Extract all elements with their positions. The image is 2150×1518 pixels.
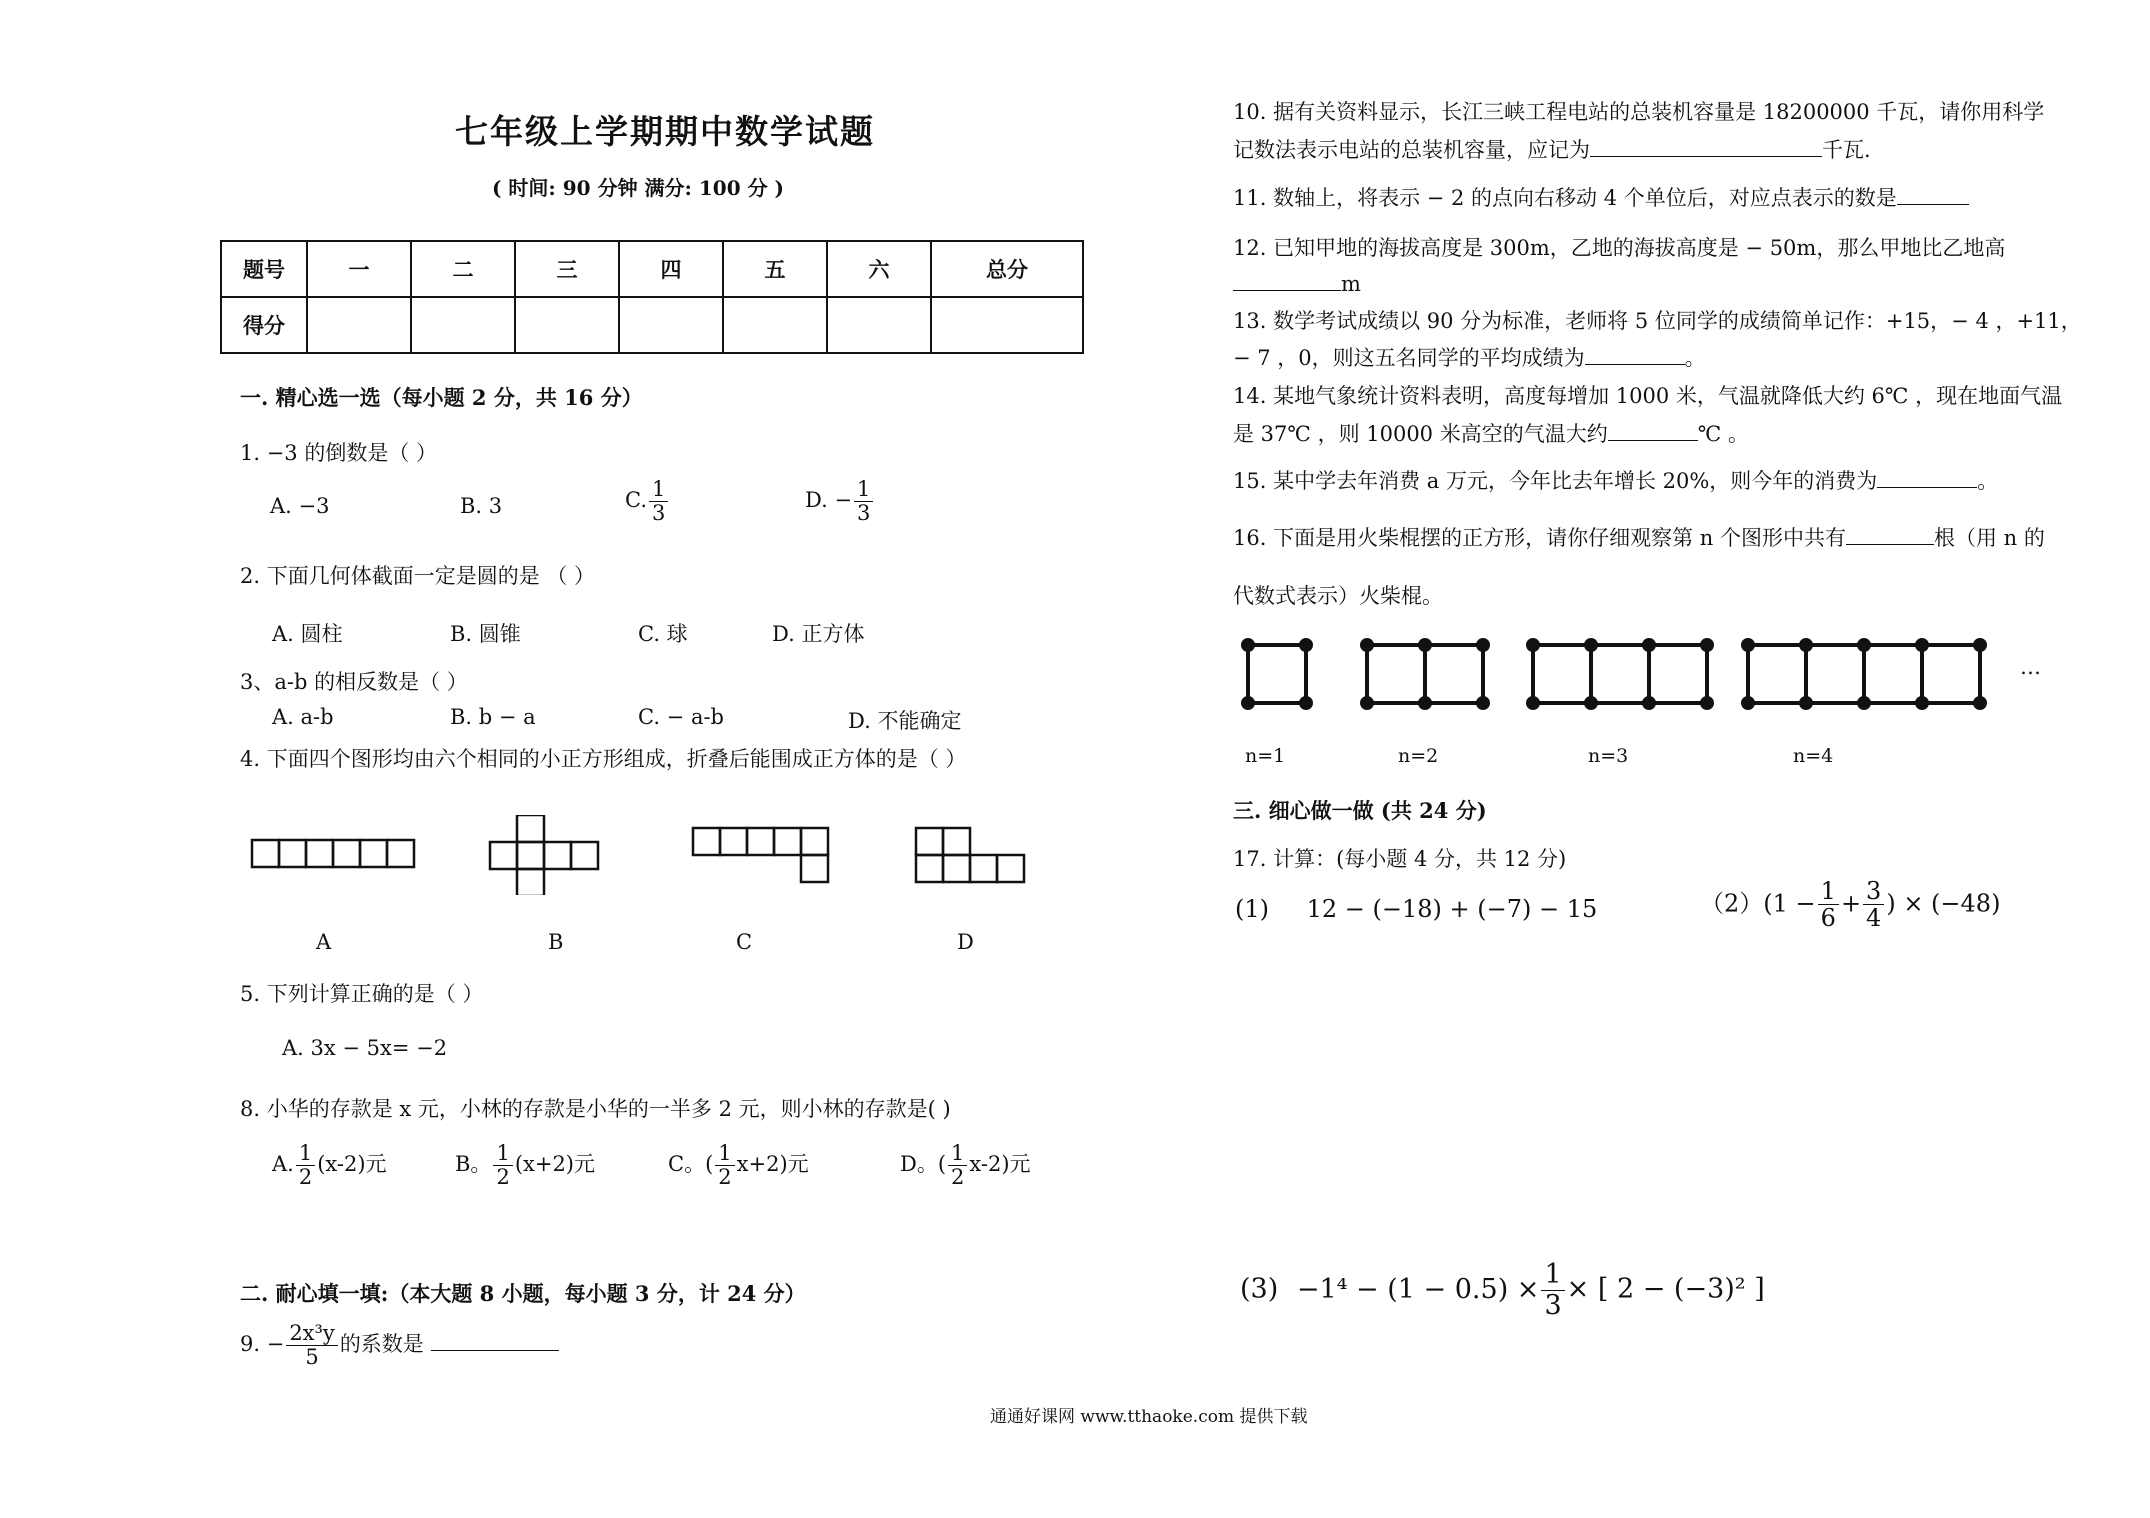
q15-text: 15. 某中学去年消费 a 万元，今年比去年增长 20%，则今年的消费为 — [1233, 469, 1878, 493]
q10-answer-blank[interactable] — [1590, 156, 1822, 157]
q8-d-numerator: 1 — [948, 1142, 967, 1166]
cube-net-figures — [240, 815, 1050, 895]
score-cell[interactable] — [619, 297, 723, 353]
matchstick-n1-figure — [1243, 640, 1311, 708]
score-table-score-row — [221, 297, 1083, 353]
q9 — [240, 1322, 559, 1369]
q8-option-a — [272, 1142, 387, 1189]
score-table-header-row — [221, 241, 1083, 297]
section-1-heading: 一. 精心选一选（每小题 2 分，共 16 分） — [240, 385, 643, 410]
q2-option-d: D. 正方体 — [772, 622, 865, 646]
q9-numerator: 2x³y — [286, 1322, 338, 1346]
q5-stem: 5. 下列计算正确的是（ ） — [240, 982, 484, 1006]
q8-d-suffix: x-2)元 — [969, 1152, 1031, 1177]
q14-line2 — [1233, 418, 1749, 448]
q1-option-b: B. 3 — [460, 494, 503, 518]
q8-c-prefix: C。( — [668, 1152, 714, 1177]
score-cell[interactable] — [515, 297, 619, 353]
q12-answer-blank[interactable] — [1233, 290, 1341, 291]
q9-prefix: 9. − — [240, 1332, 285, 1357]
q10-line1: 10. 据有关资料显示，长江三峡工程电站的总装机容量是 18200000 千瓦，请你用科学 — [1233, 100, 2045, 124]
q8-b-denominator: 2 — [496, 1165, 510, 1190]
page-title: 七年级上学期期中数学试题 — [455, 112, 875, 151]
q12-line1: 12. 已知甲地的海拔高度是 300m，乙地的海拔高度是 − 50m，那么甲地比乙地高 — [1233, 236, 2006, 260]
q17-p2-close: ) × (−48) — [1886, 889, 2001, 918]
q16-answer-blank[interactable] — [1846, 544, 1934, 545]
q17-p1-label: (1) — [1235, 895, 1269, 923]
score-header-cell: 四 — [619, 241, 723, 297]
q17-p2-num1: 1 — [1818, 878, 1839, 905]
q8-a-suffix: (x-2)元 — [317, 1152, 387, 1177]
q13-line1: 13. 数学考试成绩以 90 分为标准，老师将 5 位同学的成绩简单记作：+15，− 4 ，+11， — [1233, 309, 2082, 333]
score-cell[interactable] — [307, 297, 411, 353]
q8-b-suffix: (x+2)元 — [514, 1152, 595, 1177]
q17-part3 — [1240, 1260, 1765, 1320]
q4-label-c: C — [736, 930, 753, 954]
q8-option-c — [668, 1142, 809, 1189]
q17-p2-den2: 4 — [1866, 904, 1882, 933]
q17-part1 — [1235, 895, 1597, 923]
q8-a-prefix: A. — [272, 1152, 294, 1177]
q12-line2 — [1233, 272, 1361, 296]
q17-p3-expr-b: × [ 2 − (−3)² ] — [1566, 1273, 1765, 1305]
q4-stem: 4. 下面四个图形均由六个相同的小正方形组成，折叠后能围成正方体的是（ ） — [240, 747, 967, 771]
score-cell[interactable] — [827, 297, 931, 353]
q15-answer-blank[interactable] — [1877, 487, 1977, 488]
q8-a-denominator: 2 — [298, 1165, 313, 1190]
q8-a-numerator: 1 — [296, 1142, 315, 1166]
q3-option-b: B. b − a — [450, 705, 536, 729]
q10-line2 — [1233, 134, 1871, 164]
q17-part2 — [1700, 878, 2000, 932]
score-table — [220, 240, 1084, 354]
q5-option-a: A. 3x − 5x= −2 — [282, 1036, 448, 1060]
score-header-cell: 二 — [411, 241, 515, 297]
q3-option-c: C. − a-b — [638, 705, 724, 729]
q8-c-suffix: x+2)元 — [736, 1152, 809, 1177]
page-footer: 通通好课网 www.tthaoke.com 提供下载 — [990, 1407, 1308, 1427]
q1-c-numerator: 1 — [649, 478, 668, 502]
q13-line2-text: − 7 ，0，则这五名同学的平均成绩为 — [1233, 346, 1585, 370]
q1-option-a: A. −3 — [270, 494, 330, 518]
score-header-cell: 一 — [307, 241, 411, 297]
q1-d-denominator: 3 — [857, 501, 871, 526]
q17-p2-plus: + — [1840, 889, 1862, 918]
q13-line2-end: 。 — [1684, 346, 1706, 370]
matchstick-n2-figure — [1362, 640, 1488, 708]
q8-b-numerator: 1 — [493, 1142, 512, 1166]
q11 — [1233, 182, 1969, 212]
q2-option-a: A. 圆柱 — [272, 622, 343, 646]
q8-d-prefix: D。( — [900, 1152, 947, 1177]
q3-option-a: A. a-b — [272, 705, 334, 729]
q1-option-d — [805, 478, 875, 525]
q14-line1: 14. 某地气象统计资料表明，高度每增加 1000 米，气温就降低大约 6℃ ，现在地面气温 — [1233, 384, 2063, 408]
q17-p2-open: (1 − — [1763, 889, 1816, 918]
q15 — [1233, 465, 1998, 495]
q13-answer-blank[interactable] — [1585, 364, 1685, 365]
q10-line2-end: 千瓦. — [1822, 138, 1871, 162]
net-b-figure — [490, 815, 598, 895]
matchstick-n4-figure — [1743, 640, 1985, 708]
matchstick-figures — [1230, 630, 2050, 710]
score-header-cell: 三 — [515, 241, 619, 297]
q4-label-b: B — [548, 930, 564, 954]
q8-c-denominator: 2 — [718, 1165, 732, 1190]
q8-option-d — [900, 1142, 1031, 1189]
q16-label-n1: n=1 — [1245, 745, 1286, 767]
q17-stem: 17. 计算：(每小题 4 分，共 12 分) — [1233, 847, 1567, 871]
q12-line2-end: m — [1341, 272, 1361, 296]
q1-option-c-prefix: C. — [625, 488, 647, 513]
q17-p3-num: 1 — [1541, 1260, 1564, 1291]
q2-stem: 2. 下面几何体截面一定是圆的是 （ ） — [240, 564, 596, 588]
q16-line2: 代数式表示）火柴棍。 — [1233, 584, 1443, 608]
q8-stem: 8. 小华的存款是 x 元，小林的存款是小华的一半多 2 元，则小林的存款是( ) — [240, 1097, 951, 1121]
q16-label-n3: n=3 — [1588, 745, 1629, 767]
q17-p2-label: （2） — [1700, 889, 1764, 918]
q17-p2-num2: 3 — [1863, 878, 1884, 905]
q4-label-d: D — [957, 930, 974, 954]
score-header-cell: 题号 — [221, 241, 307, 297]
q16-line1 — [1233, 522, 2045, 552]
net-d-figure — [916, 828, 1024, 882]
net-c-figure — [693, 828, 828, 882]
q8-d-denominator: 2 — [951, 1165, 965, 1190]
score-header-cell: 五 — [723, 241, 827, 297]
q14-answer-blank[interactable] — [1608, 440, 1698, 441]
matchstick-n3-figure — [1528, 640, 1712, 708]
q9-answer-blank[interactable] — [431, 1350, 559, 1351]
q1-option-d-prefix: D. − — [805, 488, 853, 513]
q1-c-denominator: 3 — [652, 501, 666, 526]
q8-b-prefix: B。 — [455, 1152, 492, 1177]
exam-info: ( 时间: 90 分钟 满分: 100 分 ) — [492, 176, 785, 200]
q17-p3-den: 3 — [1544, 1289, 1562, 1321]
q14-line2-text: 是 37℃ ，则 10000 米高空的气温大约 — [1233, 422, 1608, 446]
q9-suffix: 的系数是 — [339, 1332, 424, 1357]
score-cell[interactable] — [411, 297, 515, 353]
q2-option-c: C. 球 — [638, 622, 688, 646]
q8-option-b — [455, 1142, 595, 1189]
net-a-figure — [252, 840, 414, 867]
q13-line2 — [1233, 342, 1706, 372]
q16-label-n4: n=4 — [1793, 745, 1834, 767]
q17-p3-expr-a: −1⁴ − (1 − 0.5) × — [1296, 1273, 1540, 1305]
score-cell[interactable] — [931, 297, 1083, 353]
score-header-cell: 总分 — [931, 241, 1083, 297]
q8-c-numerator: 1 — [715, 1142, 734, 1166]
q16-line1-text: 16. 下面是用火柴棍摆的正方形，请你仔细观察第 n 个图形中共有 — [1233, 526, 1846, 550]
q1-stem: 1. −3 的倒数是（ ） — [240, 441, 438, 465]
q17-p3-label: (3) — [1240, 1273, 1279, 1305]
q16-line1-end: 根（用 n 的 — [1933, 526, 2045, 550]
q9-denominator: 5 — [305, 1345, 319, 1370]
q11-answer-blank[interactable] — [1897, 204, 1969, 205]
score-header-cell: 六 — [827, 241, 931, 297]
score-row-label: 得分 — [221, 297, 307, 353]
q16-ellipsis: … — [2020, 655, 2041, 679]
q17-p2-den1: 6 — [1820, 904, 1836, 933]
q2-option-b: B. 圆锥 — [450, 622, 521, 646]
q10-line2-text: 记数法表示电站的总装机容量，应记为 — [1233, 138, 1590, 162]
q14-line2-end: ℃ 。 — [1697, 422, 1749, 446]
q17-p1-expr: 12 − (−18) + (−7) − 15 — [1306, 895, 1598, 923]
q15-end: 。 — [1977, 469, 1999, 493]
q1-option-c — [625, 478, 670, 525]
q1-d-numerator: 1 — [854, 478, 873, 502]
q11-text: 11. 数轴上，将表示 − 2 的点向右移动 4 个单位后，对应点表示的数是 — [1233, 186, 1897, 210]
section-2-heading: 二. 耐心填一填:（本大题 8 小题，每小题 3 分，计 24 分） — [240, 1281, 806, 1306]
section-3-heading: 三. 细心做一做 (共 24 分) — [1233, 798, 1487, 823]
q4-label-a: A — [316, 930, 332, 954]
q3-stem: 3、a-b 的相反数是（ ） — [240, 670, 468, 694]
score-cell[interactable] — [723, 297, 827, 353]
q3-option-d: D. 不能确定 — [848, 709, 962, 733]
q16-label-n2: n=2 — [1398, 745, 1439, 767]
